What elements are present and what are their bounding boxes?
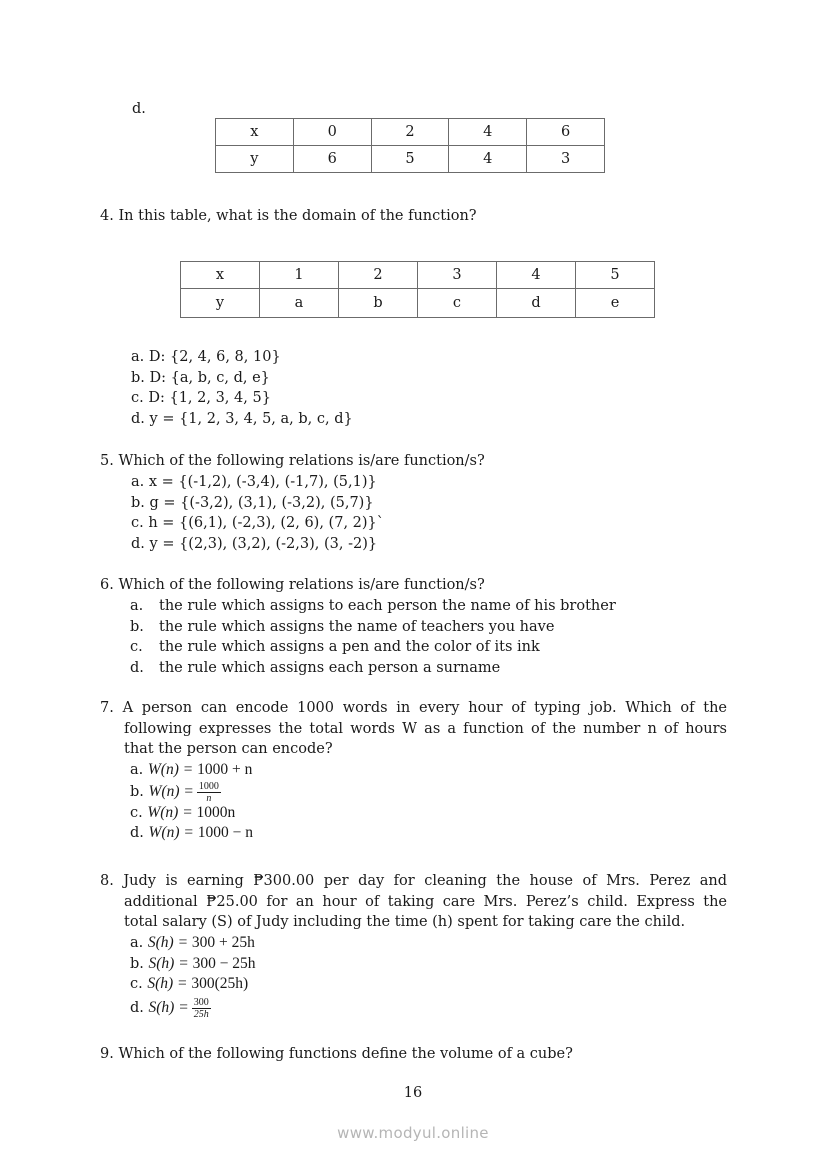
table-cell: 5 [575, 262, 654, 289]
question-number: 7. [100, 700, 114, 716]
choice-text: g = {(-3,2), (3,1), (-3,2), (5,7)} [144, 494, 374, 511]
choice-letter: d. [131, 410, 145, 427]
question-4 [100, 206, 477, 227]
question-stem-line [100, 698, 727, 719]
choice-a [130, 760, 253, 781]
choice-text: D: {2, 4, 6, 8, 10} [148, 349, 281, 365]
math-rhs: 1000n [196, 803, 236, 821]
math-rhs: 1000 − n [197, 824, 253, 841]
choice-text: D: {1, 2, 3, 4, 5} [148, 390, 271, 406]
q3-choice-d-label: d. [132, 101, 146, 117]
question-stem-line: total salary (S) of Judy including the time (h) spent for taking care the child. [124, 914, 686, 930]
question-stem: Which of the following relations is/are function/s? [118, 577, 485, 593]
q4-table [180, 261, 655, 318]
fraction [192, 997, 211, 1020]
q6-choices [130, 596, 616, 678]
choice-math [148, 761, 252, 778]
math-lhs: S(h) = [147, 975, 188, 992]
denominator: n [206, 792, 212, 804]
choice-letter: a. [130, 598, 144, 614]
choice-math [147, 975, 248, 992]
math-lhs: S(h) = [147, 934, 189, 951]
q5-choices [131, 472, 384, 554]
choice-letter: d. [130, 659, 144, 676]
question-number: 6. [100, 577, 114, 593]
question-stem-line [100, 871, 727, 892]
table-cell: 2 [371, 119, 449, 146]
math-lhs: W(n) = [147, 803, 193, 821]
choice-a [130, 596, 616, 617]
choice-d [131, 534, 384, 555]
table-cell: 4 [496, 262, 575, 289]
choice-c [131, 388, 353, 409]
choice-c [130, 803, 253, 824]
table-cell: b [338, 289, 417, 318]
choice-d [130, 823, 253, 844]
table-row [216, 146, 605, 173]
choice-text: the rule which assigns a pen and the color of its ink [159, 639, 540, 655]
fraction [197, 781, 221, 804]
watermark: www.modyul.online [337, 1124, 489, 1142]
table-cell: 6 [527, 119, 605, 146]
table-row [181, 262, 655, 289]
choice-c [130, 974, 256, 995]
choice-letter: b. [130, 783, 144, 800]
numerator: 300 [193, 996, 209, 1008]
question-9 [100, 1044, 573, 1065]
choice-text: x = {(-1,2), (-3,4), (-1,7), (5,1)} [144, 474, 377, 490]
choice-text: y = {1, 2, 3, 4, 5, a, b, c, d} [149, 410, 353, 427]
stem-text: Judy is earning ₱300.00 per day for cleaning the house of Mrs. Perez and [123, 873, 727, 889]
math-lhs: W(n) = [148, 824, 194, 841]
choice-text: h = {(6,1), (-2,3), (2, 6), (7, 2)}` [143, 515, 385, 531]
table-cell: y [216, 146, 294, 173]
choice-c [130, 637, 616, 658]
table-cell: x [181, 262, 260, 289]
table-cell: d [496, 289, 575, 318]
denominator: 25h [193, 1008, 209, 1020]
choice-letter: c. [131, 515, 144, 531]
choice-math [148, 934, 255, 951]
choice-letter: a. [130, 762, 144, 778]
table-cell: c [417, 289, 496, 318]
choice-a [131, 472, 384, 493]
question-6 [100, 575, 485, 596]
choice-letter: a. [131, 474, 145, 490]
choice-letter: b. [131, 494, 145, 511]
choice-text: the rule which assigns to each person the name of his brother [159, 598, 616, 614]
choice-b [130, 954, 256, 975]
choice-math [149, 955, 256, 972]
choice-letter: c. [130, 639, 143, 655]
table-cell: x [216, 119, 294, 146]
question-stem: In this table, what is the domain of the function? [118, 208, 477, 224]
question-stem-line: additional ₱25.00 for an hour of taking care Mrs. Perez’s child. Express the [124, 893, 727, 910]
math-rhs: 300 − 25h [192, 954, 256, 972]
table-cell: 3 [417, 262, 496, 289]
table-row [181, 289, 655, 318]
choice-math [149, 824, 253, 841]
stem-text: A person can encode 1000 words in every hour of typing job. Which of the [122, 700, 728, 716]
question-stem: Which of the following relations is/are function/s? [118, 453, 485, 469]
choice-text: y = {(2,3), (3,2), (-2,3), (3, -2)} [144, 535, 378, 552]
question-number: 8. [100, 873, 114, 889]
choice-math [148, 780, 221, 804]
choice-letter: d. [131, 535, 145, 552]
q7-choices [130, 760, 253, 844]
choice-letter: c. [131, 390, 144, 406]
question-8 [100, 871, 727, 933]
math-rhs: 300(25h) [191, 975, 249, 992]
choice-letter: a. [131, 349, 145, 365]
table-cell: a [259, 289, 338, 318]
choice-d [130, 658, 616, 679]
choice-letter: b. [130, 618, 144, 635]
choice-letter: c. [130, 804, 143, 821]
table-cell: 0 [293, 119, 371, 146]
q8-choices [130, 933, 256, 1021]
page-number: 16 [403, 1085, 423, 1101]
question-number: 5. [100, 453, 114, 469]
choice-text: D: {a, b, c, d, e} [149, 369, 270, 386]
math-lhs: W(n) = [148, 782, 194, 800]
choice-letter: d. [130, 825, 144, 841]
question-stem-line: that the person can encode? [124, 741, 333, 757]
choice-text: the rule which assigns each person a surname [159, 659, 501, 676]
choice-letter: c. [130, 976, 143, 992]
q4-choices [131, 347, 353, 429]
table-cell: 2 [338, 262, 417, 289]
question-stem-line: following expresses the total words W as a function of the number n of hours [124, 720, 727, 737]
question-number: 9. [100, 1046, 114, 1062]
question-7 [100, 698, 727, 760]
math-rhs: 1000 + n [197, 761, 253, 778]
table-cell: e [575, 289, 654, 318]
choice-math [148, 996, 211, 1020]
choice-letter: b. [130, 955, 144, 972]
choice-text: the rule which assigns the name of teachers you have [159, 618, 555, 635]
choice-a [130, 933, 256, 954]
table-cell: 1 [259, 262, 338, 289]
numerator: 1000 [198, 780, 219, 792]
choice-b [130, 781, 253, 803]
choice-a [131, 347, 353, 368]
choice-math [147, 804, 235, 821]
choice-d [131, 409, 353, 430]
question-number: 4. [100, 208, 114, 224]
table-cell: 3 [527, 146, 605, 173]
choice-letter: b. [131, 369, 145, 386]
table-cell: y [181, 289, 260, 318]
choice-c [131, 513, 384, 534]
table-row [216, 119, 605, 146]
math-lhs: W(n) = [147, 761, 194, 778]
choice-letter: a. [130, 935, 144, 951]
choice-b [130, 617, 616, 638]
table-cell: 5 [371, 146, 449, 173]
table-cell: 6 [293, 146, 371, 173]
q3-choice-d-table [215, 118, 605, 173]
choice-letter: d. [130, 999, 144, 1016]
choice-d [130, 995, 256, 1021]
table-cell: 4 [449, 146, 527, 173]
choice-b [131, 368, 353, 389]
math-lhs: S(h) = [148, 998, 189, 1016]
question-5 [100, 451, 485, 472]
question-stem: Which of the following functions define the volume of a cube? [118, 1046, 573, 1062]
choice-b [131, 493, 384, 514]
math-lhs: S(h) = [148, 954, 189, 972]
math-rhs: 300 + 25h [191, 934, 255, 951]
table-cell: 4 [449, 119, 527, 146]
